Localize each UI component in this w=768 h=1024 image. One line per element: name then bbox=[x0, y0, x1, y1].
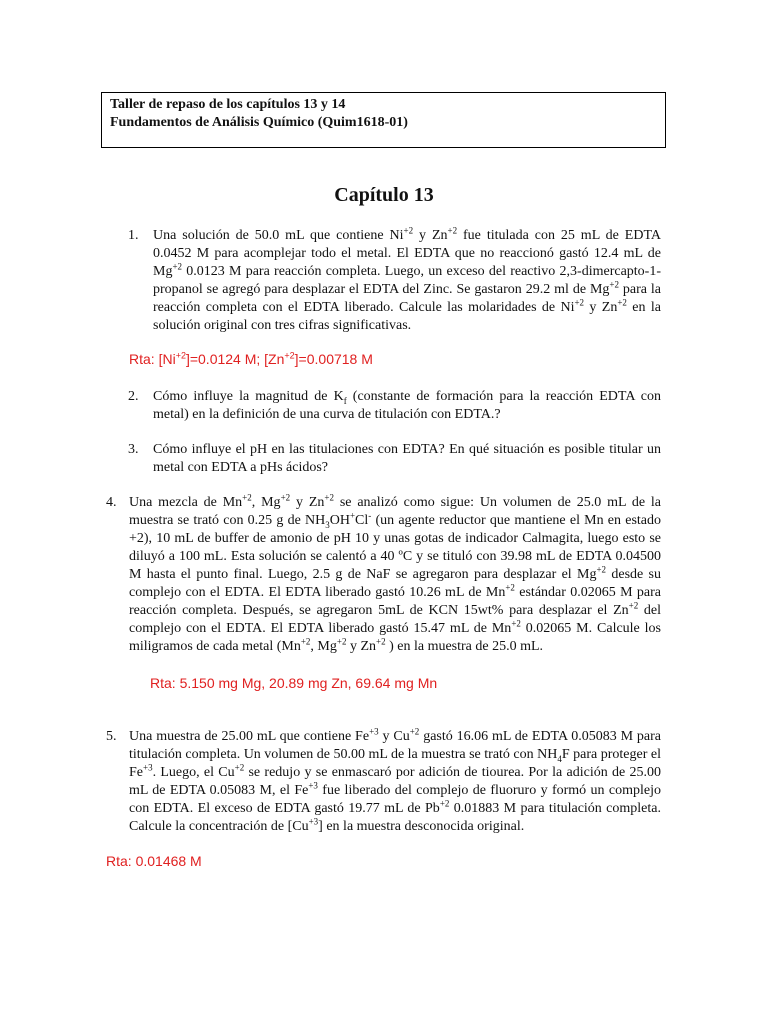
answer-5 bbox=[106, 852, 202, 870]
text-run: y Zn bbox=[290, 495, 325, 510]
text-run: (un agente reductor que mantiene el Mn en estado +2), 10 mL de buffer de amonio de pH 10 y unas gotas de indicador Calmagita, luego esto se diluyó a 100 mL. Esta solución se calentó a 40 ºC y se tituló con 39.98 mL de EDTA 0.04500 M hasta el punto final. Luego, 2.5 g de NaF se agregaron para desplazar el Mg bbox=[129, 513, 661, 582]
text-run: 0.0123 M para reacción completa. Luego, un exceso del reactivo 2,3-dimercapto-1-propanol se agregó para desplazar el EDTA del Zinc. Se gastaron 29.2 ml de Mg bbox=[153, 264, 661, 297]
question-5 bbox=[106, 726, 662, 836]
question-4 bbox=[106, 492, 662, 656]
superscript: +2 bbox=[439, 798, 450, 809]
text-run: ]=0.00718 M bbox=[294, 351, 373, 367]
text-run: y Zn bbox=[413, 228, 448, 243]
text-run: gastó 16.06 mL de EDTA 0.05083 M para titulación completa. Un volumen de 50.00 mL de la muestra se trató con NH bbox=[129, 729, 661, 762]
text-run: Cómo influye la magnitud de K bbox=[153, 389, 344, 404]
text-run: se analizó como sigue: Un volumen de 25.0 mL de la muestra se trató con 0.25 g de NH bbox=[129, 495, 662, 528]
text-run: y Zn bbox=[346, 639, 377, 654]
text-run: Cómo influye el pH en las titulaciones con EDTA? En qué situación es posible titular un metal con EDTA a pHs ácidos? bbox=[153, 442, 661, 475]
superscript: +2 bbox=[617, 297, 627, 308]
subscript: 3 bbox=[325, 519, 330, 530]
text-run: ] en la muestra desconocida original. bbox=[318, 819, 525, 834]
superscript: +2 bbox=[242, 492, 252, 503]
text-run: Una solución de 50.0 mL que contiene Ni bbox=[153, 228, 404, 243]
superscript: +2 bbox=[409, 726, 420, 737]
superscript: - bbox=[368, 510, 372, 521]
text-run: ) en la muestra de 25.0 mL. bbox=[385, 639, 544, 654]
superscript: +2 bbox=[324, 492, 334, 503]
text-run: se redujo y se enmascaró por adición de tiourea. Por la adición de 25.00 mL de EDTA 0.05083 M, el Fe bbox=[129, 765, 661, 798]
superscript: +2 bbox=[336, 636, 347, 647]
question-1 bbox=[128, 225, 662, 335]
superscript: +2 bbox=[609, 279, 619, 290]
text-run: estándar 0.02065 M para reacción completa. Después, se agregaron 5mL de KCN 15wt% para desplazar el Zn bbox=[129, 585, 661, 618]
question-number: 3. bbox=[128, 442, 139, 457]
superscript: +3 bbox=[308, 780, 318, 791]
text-run: . Luego, el Cu bbox=[152, 765, 235, 780]
text-run: 0.02065 M. Calcule los miligramos de cada metal (Mn bbox=[129, 621, 662, 654]
question-number: 4. bbox=[106, 495, 117, 510]
superscript: +2 bbox=[280, 492, 291, 503]
text-run: en la solución original con tres cifras significativas. bbox=[153, 300, 661, 333]
text-run: , Mg bbox=[251, 495, 281, 510]
header-box bbox=[101, 92, 666, 148]
text-run: fue titulada con 25 mL de EDTA 0.0452 M para acomplejar todo el metal. El EDTA que no reaccionó gastó 12.4 mL de Mg bbox=[153, 228, 661, 279]
header-line-1: Taller de repaso de los capítulos 13 y 14 bbox=[110, 97, 346, 112]
text-run: (constante de formación para la reacción EDTA con metal) en la definición de una curva de titulación con EDTA.? bbox=[153, 389, 661, 422]
superscript: +2 bbox=[403, 225, 414, 236]
text-run: , Mg bbox=[310, 639, 337, 654]
superscript: +3 bbox=[143, 762, 153, 773]
text-run: Rta: 0.01468 M bbox=[106, 853, 202, 869]
superscript: +3 bbox=[369, 726, 379, 737]
text-run: Una mezcla de Mn bbox=[129, 495, 243, 510]
text-run: ]=0.0124 M; [Zn bbox=[185, 351, 285, 367]
text-run: y Zn bbox=[584, 300, 618, 315]
superscript: +2 bbox=[172, 261, 183, 272]
superscript: +3 bbox=[308, 816, 319, 827]
question-number: 5. bbox=[106, 729, 117, 744]
text-run: 0.01883 M para titulación completa. Calcule la concentración de [Cu bbox=[129, 801, 661, 834]
text-run: desde su complejo con el EDTA. El EDTA liberado gastó 10.26 mL de Mn bbox=[129, 567, 662, 600]
text-run: F para proteger el Fe bbox=[129, 747, 662, 780]
question-number: 1. bbox=[128, 228, 139, 243]
chapter-title: Capítulo 13 bbox=[334, 184, 434, 206]
superscript: +2 bbox=[447, 225, 458, 236]
text-run: Rta: [Ni bbox=[129, 351, 176, 367]
subscript: 4 bbox=[557, 753, 562, 764]
superscript: +2 bbox=[376, 636, 386, 647]
superscript: +2 bbox=[511, 618, 521, 629]
answer-1 bbox=[129, 350, 373, 368]
text-run: para la reacción completa con el EDTA liberado. Calcule las molaridades de Ni bbox=[153, 282, 662, 315]
superscript: +2 bbox=[628, 600, 639, 611]
question-3 bbox=[128, 441, 661, 477]
superscript: +2 bbox=[505, 582, 515, 593]
text-run: del complejo con el EDTA. El EDTA liberado gastó 15.47 mL de Mn bbox=[129, 603, 661, 636]
superscript: +2 bbox=[175, 350, 186, 361]
text-run: OH bbox=[329, 513, 350, 528]
superscript: +2 bbox=[284, 350, 295, 361]
question-number: 2. bbox=[128, 389, 139, 404]
text-run: fue liberado del complejo de fluoruro y formó un complejo con EDTA. El exceso de EDTA gastó 19.77 mL de Pb bbox=[129, 783, 661, 816]
superscript: +2 bbox=[300, 636, 311, 647]
superscript: +2 bbox=[596, 564, 607, 575]
text-run: Cl bbox=[355, 513, 369, 528]
superscript: +2 bbox=[574, 297, 585, 308]
header-line-2: Fundamentos de Análisis Químico (Quim1618-01) bbox=[110, 115, 408, 130]
superscript: +2 bbox=[234, 762, 245, 773]
answer-4 bbox=[150, 674, 437, 692]
subscript: f bbox=[343, 395, 347, 406]
text-run: y Cu bbox=[378, 729, 410, 744]
text-run: Rta: 5.150 mg Mg, 20.89 mg Zn, 69.64 mg Mn bbox=[150, 675, 438, 691]
question-2 bbox=[128, 388, 661, 424]
text-run: Una muestra de 25.00 mL que contiene Fe bbox=[129, 729, 370, 744]
superscript: + bbox=[349, 510, 356, 521]
